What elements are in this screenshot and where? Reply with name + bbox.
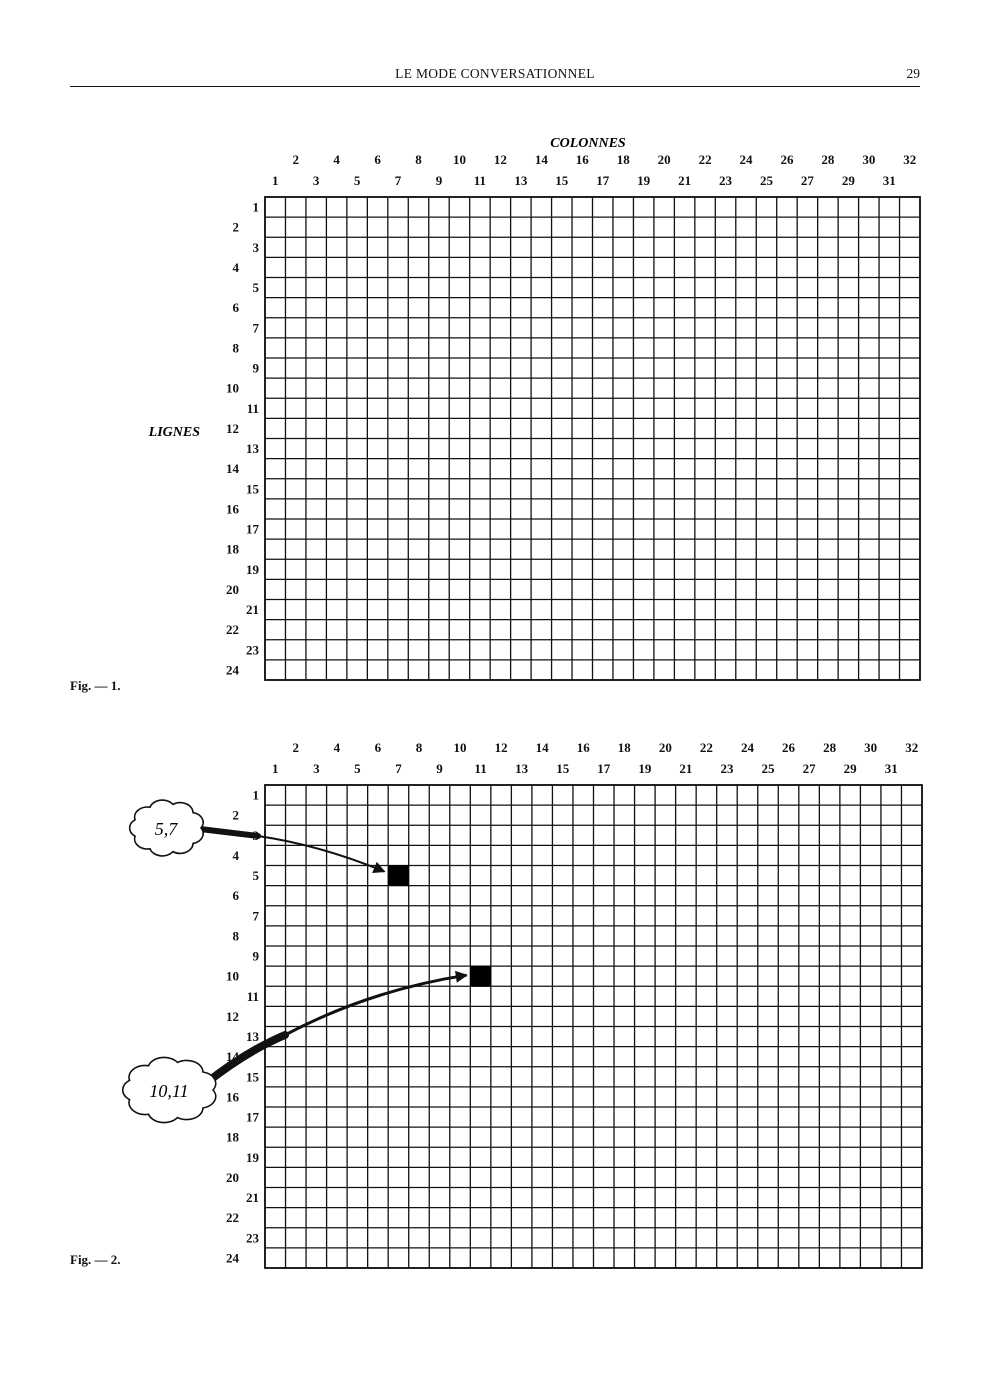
row-number-label: 17 (246, 1109, 259, 1125)
figure-2-grid-diagram (123, 740, 922, 1268)
column-number-label: 13 (515, 761, 529, 776)
row-number-label: 2 (232, 807, 239, 823)
column-number-label: 10 (452, 152, 466, 167)
row-number-label: 18 (226, 1129, 239, 1145)
arrow-5-7-tail (200, 829, 258, 836)
figure-2-caption: Fig. — 2. (70, 1252, 121, 1267)
figure-1-grid-diagram (148, 136, 920, 680)
column-number-label: 12 (493, 152, 507, 167)
callout-label-5-7: 5,7 (154, 819, 178, 839)
column-number-label: 18 (617, 740, 631, 755)
column-number-label: 20 (657, 152, 671, 167)
column-number-label: 16 (575, 152, 589, 167)
row-number-label: 11 (246, 400, 259, 416)
row-number-label: 8 (232, 340, 239, 356)
row-number-label: 20 (226, 1169, 239, 1185)
column-number-label: 25 (761, 761, 775, 776)
column-number-label: 17 (596, 173, 610, 188)
column-number-label: 7 (394, 173, 402, 188)
column-number-label: 29 (841, 173, 855, 188)
callout-label-10-11: 10,11 (149, 1081, 189, 1101)
column-number-label: 20 (658, 740, 672, 755)
figure-2-axis-labels (226, 740, 918, 1265)
column-number-label: 21 (679, 761, 693, 776)
column-number-label: 32 (903, 152, 917, 167)
row-number-label: 21 (246, 1190, 259, 1206)
row-number-label: 19 (246, 1149, 259, 1165)
column-number-label: 24 (740, 740, 754, 755)
row-number-label: 3 (252, 827, 259, 843)
row-number-label: 6 (232, 888, 239, 904)
filled-cell-1 (388, 865, 409, 886)
row-number-label: 22 (226, 1210, 239, 1226)
column-number-label: 31 (882, 173, 896, 188)
row-number-label: 14 (226, 1049, 239, 1065)
column-number-label: 30 (862, 152, 876, 167)
column-number-label: 30 (864, 740, 878, 755)
column-number-label: 25 (759, 173, 773, 188)
row-number-label: 15 (246, 481, 259, 497)
column-number-label: 9 (435, 173, 443, 188)
row-number-label: 24 (226, 662, 239, 678)
column-number-label: 12 (494, 740, 508, 755)
column-number-label: 2 (292, 740, 300, 755)
row-number-label: 19 (246, 561, 259, 577)
column-number-label: 15 (556, 761, 570, 776)
row-number-label: 9 (252, 948, 259, 964)
rows-axis-title: LIGNES (148, 425, 200, 440)
row-number-label: 2 (232, 219, 239, 235)
row-number-label: 14 (226, 461, 239, 477)
column-number-label: 24 (739, 152, 753, 167)
column-number-label: 3 (312, 173, 320, 188)
row-number-label: 16 (226, 1089, 239, 1105)
row-number-label: 23 (246, 1230, 259, 1246)
page-number: 29 (906, 66, 920, 81)
row-number-label: 17 (246, 521, 259, 537)
row-number-label: 8 (232, 928, 239, 944)
row-number-label: 22 (226, 622, 239, 638)
figure-1-axis-labels (226, 152, 916, 677)
row-number-label: 4 (232, 259, 239, 275)
column-number-label: 4 (333, 740, 341, 755)
row-number-label: 1 (252, 787, 259, 803)
column-number-label: 18 (616, 152, 630, 167)
row-number-label: 13 (246, 441, 259, 457)
row-number-label: 12 (226, 420, 239, 436)
column-number-label: 9 (436, 761, 443, 776)
figure-1-caption: Fig. — 1. (70, 678, 121, 693)
column-number-label: 2 (292, 152, 299, 167)
column-number-label: 1 (271, 173, 279, 188)
column-number-label: 16 (576, 740, 590, 755)
column-number-label: 10 (453, 740, 467, 755)
column-number-label: 27 (802, 761, 816, 776)
row-number-label: 21 (246, 602, 259, 618)
figure-2-grid-lines (265, 785, 922, 1268)
row-number-label: 12 (226, 1008, 239, 1024)
column-number-label: 22 (698, 152, 712, 167)
column-number-label: 17 (597, 761, 611, 776)
column-number-label: 15 (555, 173, 569, 188)
column-number-label: 22 (699, 740, 713, 755)
row-number-label: 3 (252, 239, 259, 255)
figure-1-grid-lines (265, 197, 920, 680)
column-number-label: 7 (395, 761, 402, 776)
column-number-label: 3 (313, 761, 320, 776)
running-title: LE MODE CONVERSATIONNEL (395, 66, 595, 81)
row-number-label: 4 (232, 847, 239, 863)
row-number-label: 15 (246, 1069, 259, 1085)
column-number-label: 23 (719, 173, 733, 188)
columns-axis-title: COLONNES (550, 136, 626, 151)
column-number-label: 14 (534, 152, 548, 167)
column-number-label: 4 (333, 152, 340, 167)
row-number-label: 20 (226, 581, 239, 597)
column-number-label: 26 (782, 740, 796, 755)
column-number-label: 14 (535, 740, 549, 755)
filled-cell-2 (470, 966, 491, 987)
row-number-label: 11 (246, 988, 259, 1004)
row-number-label: 5 (252, 280, 259, 296)
row-number-label: 24 (226, 1250, 239, 1266)
column-number-label: 19 (638, 761, 652, 776)
arrow-10-11-tail (205, 1035, 285, 1084)
column-number-label: 27 (800, 173, 814, 188)
row-number-label: 18 (226, 541, 239, 557)
column-number-label: 6 (374, 152, 381, 167)
column-number-label: 11 (474, 761, 487, 776)
row-number-label: 23 (246, 642, 259, 658)
row-number-label: 13 (246, 1029, 259, 1045)
column-number-label: 26 (780, 152, 794, 167)
row-number-label: 9 (252, 360, 259, 376)
column-number-label: 11 (473, 173, 487, 188)
column-number-label: 31 (884, 761, 898, 776)
column-number-label: 19 (637, 173, 651, 188)
row-number-label: 1 (252, 199, 259, 215)
row-number-label: 10 (226, 968, 239, 984)
row-number-label: 7 (252, 908, 259, 924)
column-number-label: 8 (415, 152, 422, 167)
column-number-label: 21 (678, 173, 692, 188)
column-number-label: 13 (514, 173, 528, 188)
column-number-label: 6 (374, 740, 382, 755)
arrow-5-7 (258, 836, 384, 872)
column-number-label: 28 (821, 152, 835, 167)
column-number-label: 29 (843, 761, 857, 776)
row-number-label: 5 (252, 868, 259, 884)
column-number-label: 5 (353, 173, 361, 188)
column-number-label: 23 (720, 761, 734, 776)
column-number-label: 5 (354, 761, 361, 776)
row-number-label: 6 (232, 300, 239, 316)
column-number-label: 1 (272, 761, 279, 776)
row-number-label: 7 (252, 320, 259, 336)
row-number-label: 10 (226, 380, 239, 396)
column-number-label: 28 (823, 740, 837, 755)
column-number-label: 8 (415, 740, 423, 755)
row-number-label: 16 (226, 501, 239, 517)
column-number-label: 32 (905, 740, 919, 755)
